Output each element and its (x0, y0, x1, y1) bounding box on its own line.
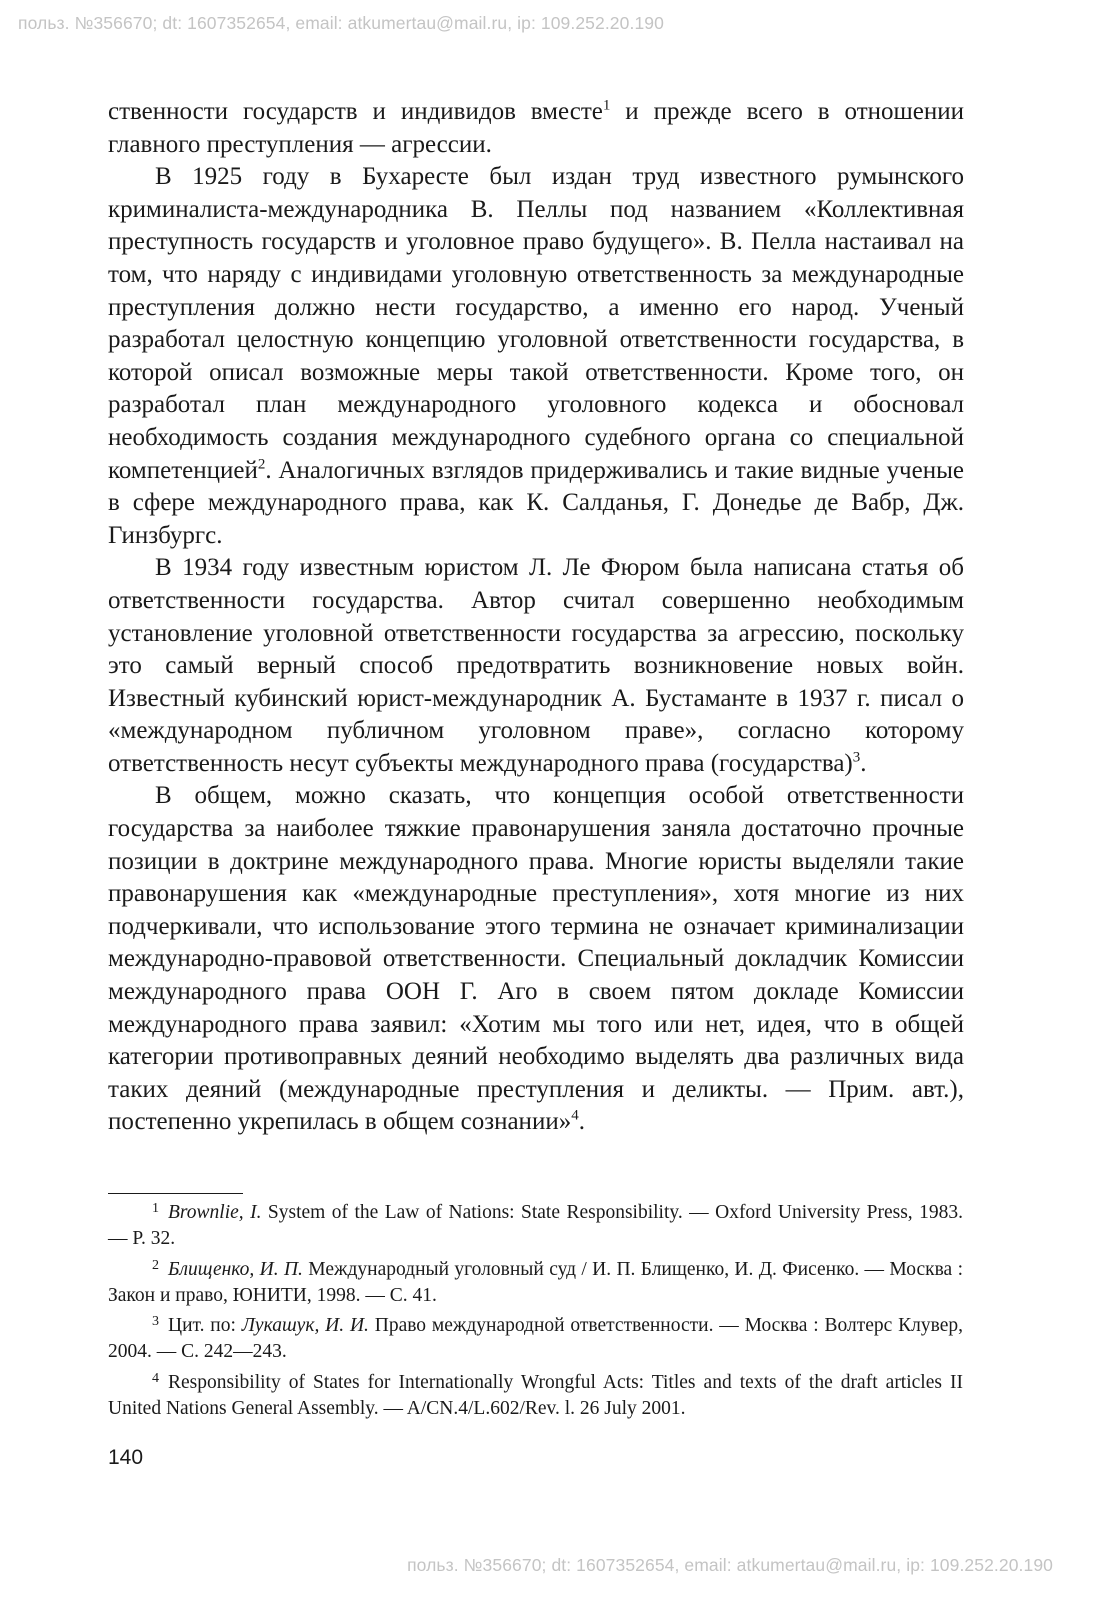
footnote-author: Brownlie, I. (168, 1202, 262, 1223)
footnote-1: 1 Brownlie, I. System of the Law of Nations: State Responsibility. — Oxford University Press, 1983. — P. 32. (108, 1200, 963, 1250)
paragraph-2: В 1925 году в Бухаресте был издан труд известного румынского криминалиста-международника В. Пеллы под названием «Коллективная преступность государств и уголовное право будущего». В. Пелла настаивал на том, что наряду с индивидами уголовную ответственность за международные преступления должно нести государство, а именно его народ. Ученый разработал целостную концепцию уголовной ответственности государства, в которой описал возможные меры такой ответственности. Кроме того, он разработал план международного уголовного кодекса и обосновал необходимость создания международного судебного органа со специальной компетенцией$^2$. Аналогичных взглядов придерживались и такие видные ученые в сфере международного права, как К. Салданья, Г. Донедье де Вабр, Дж. Гинзбургс. (108, 163, 964, 549)
footnote-separator (108, 1193, 243, 1194)
footnote-ref-4: 4 (571, 1108, 579, 1125)
footnote-author: Блищенко, И. П. (168, 1258, 303, 1280)
footnote-2: 2 Блищенко, И. П. Международный уголовный суд / И. П. Блищенко, И. Д. Фисенко. — Москва : Закон и право, ЮНИТИ, 1998. — С. 41. (108, 1256, 963, 1306)
paragraph-4: В общем, можно сказать, что концепция особой ответственности государства за наиболее тяжкие правонарушения заняла достаточно прочные позиции в доктрине международного права. Многие юристы выделяли такие правонарушения как «международные преступления», хотя многие из них подчеркивали, что использование этого термина не означает криминализации международно-правовой ответственности. Специальный докладчик Комиссии международного права ООН Г. Аго в своем пятом докладе Комиссии международного права заявил: «Хотим мы того или нет, идея, что в общей категории противоправных деяний необходимо выделять два различных вида таких деяний (международные преступления и деликты. — Прим. авт.), постепенно укрепилась в общем сознании»$^4$. (108, 782, 964, 1136)
footnote-author: Лукашук, И. И. (241, 1315, 369, 1337)
footnote-ref-1: 1 (602, 97, 611, 114)
footnote-4: 4 Responsibility of States for Internationally Wrongful Acts: Titles and texts of the draft articles II United Nations General Assembly. — A/CN.4/L.602/Rev. l. 26 July 2001. (108, 1369, 963, 1420)
main-text (108, 96, 964, 1139)
footnote-ref-2: 2 (257, 456, 266, 473)
page-number: 140 (108, 1446, 144, 1469)
watermark-top: польз. №356670; dt: 1607352654, email: atkumertau@mail.ru, ip: 109.252.20.190 (18, 13, 664, 33)
footnotes (108, 1200, 963, 1426)
footnote-3: 3 Цит. по: Лукашук, И. И. Право международной ответственности. — Москва : Волтерс Клувер, 2004. — С. 242—243. (108, 1313, 963, 1363)
footnote-ref-3: 3 (852, 749, 861, 766)
paragraph-1: ственности государств и индивидов вместе$^1$ и прежде всего в отношении главного преступления — агрессии. (108, 97, 964, 158)
watermark-bottom: польз. №356670; dt: 1607352654, email: atkumertau@mail.ru, ip: 109.252.20.190 (407, 1555, 1053, 1575)
paragraph-3: В 1934 году известным юристом Л. Ле Фюром была написана статья об ответственности государства. Автор считал совершенно необходимым установление уголовной ответственности государства за агрессию, поскольку это самый верный способ предотвратить возникновение новых войн. Известный кубинский юрист-международник А. Бустаманте в 1937 г. писал о «международном публичном уголовном праве», согласно которому ответственность несут субъекты международного права (государства)$^3$. (108, 554, 964, 777)
